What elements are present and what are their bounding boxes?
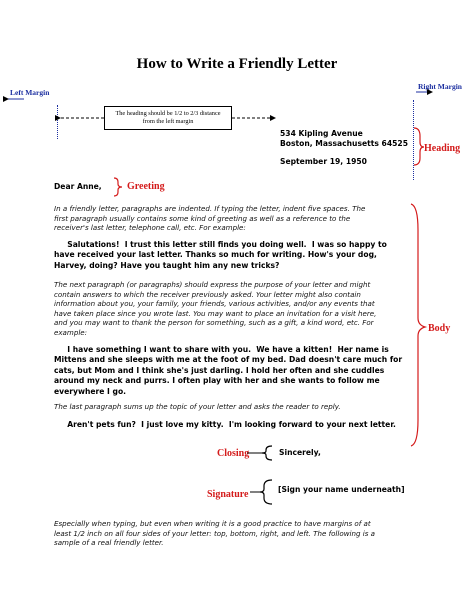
page-title: How to Write a Friendly Letter — [136, 56, 338, 72]
salutation: Dear Anne, — [54, 182, 102, 191]
greeting-label: Greeting — [127, 181, 165, 192]
text-line: around my neck and purrs. I often play with her and she wants to follow me — [54, 376, 380, 386]
signature-label: Signature — [207, 489, 249, 500]
text-line: have taken place since you wrote last. You may want to place an invitation for a visit here, — [54, 308, 377, 318]
text-line: Mittens and she sleeps with me at the foot of my bed. Dad doesn't care much for — [54, 355, 403, 365]
heading-brace — [414, 128, 424, 165]
body-brace — [411, 204, 425, 446]
text-line: Aren't pets fun? I just love my kitty. I'm looking forward to your next letter. — [54, 420, 396, 429]
text-line: and you may want to thank the person for something, such as a gift, a kind word, etc. For — [54, 318, 374, 328]
text-line: have received your last letter. Thanks so much for writing. How's your dog, — [54, 250, 377, 260]
address-date: September 19, 1950 — [280, 157, 367, 166]
text-line: cats, but Mom and I think she's just darling. I hold her often and she cuddles — [54, 365, 385, 375]
text-line: least 1/2 inch on all four sides of your letter: top, bottom, right, and left. The following is a — [54, 528, 376, 538]
text-line: Salutations! I trust this letter still finds you doing well. I was so happy to — [54, 240, 387, 249]
heading-note-box: The heading should be 1/2 to 2/3 distance from the left margin — [104, 106, 232, 130]
left-margin-label: Left Margin — [10, 88, 50, 97]
text-line: first paragraph usually contains some kind of greeting as well as a reference to the — [54, 213, 351, 223]
right-margin-label: Right Margin — [418, 82, 462, 91]
text-line: example: — [54, 327, 88, 337]
text-line: everywhere I go. — [54, 386, 127, 396]
closing-brace — [262, 446, 272, 460]
heading-label: Heading — [424, 143, 461, 154]
text-line: In a friendly letter, paragraphs are indented. If typing the letter, indent five spaces. The — [54, 204, 366, 213]
signature-brace — [260, 480, 272, 504]
signature-placeholder: [Sign your name underneath] — [278, 485, 405, 494]
address-city: Boston, Massachusetts 64525 — [280, 139, 408, 148]
closing-text: Sincerely, — [279, 448, 321, 457]
text-line: contain answers to which the receiver previously asked. Your letter might also contain — [54, 289, 361, 299]
body-label: Body — [428, 323, 451, 334]
address-street: 534 Kipling Avenue — [280, 129, 363, 138]
greeting-brace — [114, 178, 122, 196]
text-line: The next paragraph (or paragraphs) should express the purpose of your letter and might — [54, 280, 371, 289]
closing-label: Closing — [217, 448, 250, 459]
text-line: Harvey, doing? Have you taught him any new tricks? — [54, 260, 280, 270]
text-line: I have something I want to share with you. We have a kitten! Her name is — [54, 345, 389, 354]
text-line: receiver's last letter, telephone call, etc. For example: — [54, 223, 246, 233]
text-line: information about you, your family, your friends, various activities, and/or any events that — [54, 299, 375, 309]
text-line: Especially when typing, but even when writing it is a good practice to have margins of at — [54, 519, 371, 528]
text-line: sample of a real friendly letter. — [54, 538, 164, 548]
text-line: The last paragraph sums up the topic of your letter and asks the reader to reply. — [54, 402, 341, 411]
